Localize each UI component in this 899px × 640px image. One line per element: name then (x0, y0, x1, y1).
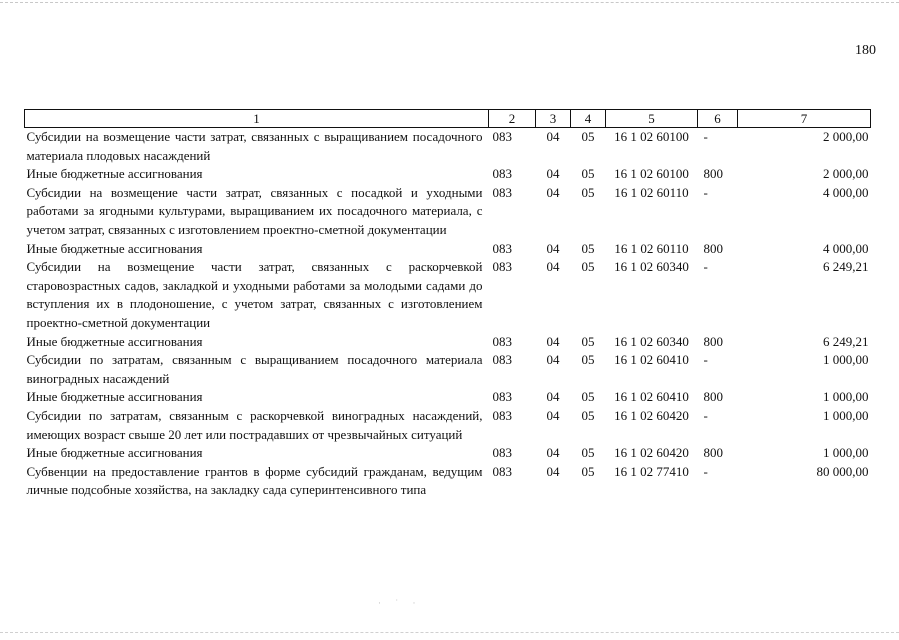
expense-type-code: 800 (703, 240, 723, 256)
subsection-code: 05 (581, 389, 595, 405)
target-article-code: 16 1 02 60110 (614, 184, 689, 200)
section-code: 04 (546, 333, 560, 349)
admin-code: 083 (492, 389, 512, 405)
admin-code: 083 (492, 240, 512, 256)
target-article-code: 16 1 02 60100 (614, 129, 689, 144)
amount: 1 000,00 (823, 407, 869, 423)
table-row (25, 333, 871, 352)
column-header: 3 (536, 110, 571, 128)
amount: 2 000,00 (823, 166, 869, 182)
table-row (25, 444, 871, 463)
column-header: 7 (738, 110, 871, 128)
expense-name: Субсидии на возмещение части затрат, связанных с раскорчевкой старовозрастных садов, закладкой и уходными работами за молодыми садами до вступления их в плодоношение, с учетом затрат, связанных с изготовлением проектно-сметной документации (26, 259, 483, 330)
amount: 6 249,21 (823, 333, 869, 349)
column-header: 1 (25, 110, 489, 128)
section-code: 04 (546, 166, 560, 182)
subsection-code: 05 (581, 407, 595, 423)
subsection-code: 05 (581, 129, 595, 144)
column-header: 5 (606, 110, 698, 128)
target-article-code: 16 1 02 60410 (614, 352, 689, 368)
table-row (25, 165, 871, 184)
target-article-code: 16 1 02 60420 (614, 407, 689, 423)
expense-name: Субсидии по затратам, связанным с выращиванием посадочного материала виноградных насаждений (26, 352, 483, 386)
subsection-code: 05 (581, 240, 595, 256)
expense-name: Субсидии на возмещение части затрат, связанных с выращиванием посадочного материала плодовых насаждений (26, 129, 483, 163)
expense-type-code: 800 (703, 445, 723, 461)
admin-code: 083 (492, 333, 512, 349)
column-header: 4 (571, 110, 606, 128)
amount: 1 000,00 (823, 352, 869, 368)
expense-name: Субсидии на возмещение части затрат, связанных с посадкой и уходными работами за ягодными культурами, выращиванием их посадочного материала, с учетом затрат, связанных с изготовлением проектно-сметной документации (26, 184, 483, 237)
expense-name: Иные бюджетные ассигнования (26, 333, 203, 349)
expense-name: Иные бюджетные ассигнования (26, 166, 203, 182)
section-code: 04 (546, 407, 560, 423)
section-code: 04 (546, 129, 560, 144)
subsection-code: 05 (581, 333, 595, 349)
expense-type-code: 800 (703, 389, 723, 405)
target-article-code: 16 1 02 77410 (614, 463, 689, 479)
expense-name: Иные бюджетные ассигнования (26, 240, 203, 256)
expense-type-code: - (703, 463, 708, 479)
section-code: 04 (546, 463, 560, 479)
admin-code: 083 (492, 184, 512, 200)
subsection-code: 05 (581, 352, 595, 368)
admin-code: 083 (492, 352, 512, 368)
admin-code: 083 (492, 259, 512, 275)
amount: 2 000,00 (823, 129, 869, 144)
page-number: 180 (855, 43, 876, 58)
column-header: 2 (489, 110, 536, 128)
target-article-code: 16 1 02 60100 (614, 166, 689, 182)
amount: 4 000,00 (823, 184, 869, 200)
subsection-code: 05 (581, 463, 595, 479)
admin-code: 083 (492, 463, 512, 479)
target-article-code: 16 1 02 60410 (614, 389, 689, 405)
scan-edge-top (0, 2, 899, 3)
amount: 4 000,00 (823, 240, 869, 256)
table-header-row (25, 110, 871, 128)
table-row (25, 184, 871, 240)
expense-type-code: 800 (703, 166, 723, 182)
target-article-code: 16 1 02 60420 (614, 445, 689, 461)
column-header: 6 (698, 110, 738, 128)
table-row (25, 388, 871, 407)
amount: 6 249,21 (823, 259, 869, 275)
scan-edge-bottom (0, 632, 899, 633)
table-row (25, 463, 871, 500)
target-article-code: 16 1 02 60340 (614, 333, 689, 349)
table-row (25, 407, 871, 444)
section-code: 04 (546, 445, 560, 461)
budget-table (24, 109, 871, 500)
expense-type-code: 800 (703, 333, 723, 349)
amount: 1 000,00 (823, 389, 869, 405)
expense-type-code: - (703, 129, 708, 144)
subsection-code: 05 (581, 184, 595, 200)
target-article-code: 16 1 02 60340 (614, 259, 689, 275)
expense-type-code: - (703, 184, 708, 200)
admin-code: 083 (492, 166, 512, 182)
expense-name: Иные бюджетные ассигнования (26, 445, 203, 461)
subsection-code: 05 (581, 166, 595, 182)
admin-code: 083 (492, 129, 512, 144)
section-code: 04 (546, 352, 560, 368)
expense-name: Субвенции на предоставление грантов в форме субсидий гражданам, ведущим личные подсобные хозяйства, на закладку сада суперинтенсивного типа (26, 463, 483, 498)
table-row (25, 258, 871, 332)
expense-type-code: - (703, 259, 708, 275)
scan-artifact: · ˙ · (378, 598, 422, 608)
section-code: 04 (546, 184, 560, 200)
expense-name: Субсидии по затратам, связанным с раскорчевкой виноградных насаждений, имеющих возраст свыше 20 лет или пострадавших от чрезвычайных ситуаций (26, 407, 483, 442)
table-row (25, 351, 871, 388)
section-code: 04 (546, 240, 560, 256)
amount: 80 000,00 (816, 463, 869, 479)
section-code: 04 (546, 259, 560, 275)
subsection-code: 05 (581, 445, 595, 461)
table-row (25, 240, 871, 259)
section-code: 04 (546, 389, 560, 405)
expense-type-code: - (703, 407, 708, 423)
amount: 1 000,00 (823, 445, 869, 461)
table-row (25, 128, 871, 166)
admin-code: 083 (492, 407, 512, 423)
expense-name: Иные бюджетные ассигнования (26, 389, 203, 405)
target-article-code: 16 1 02 60110 (614, 240, 689, 256)
subsection-code: 05 (581, 259, 595, 275)
admin-code: 083 (492, 445, 512, 461)
expense-type-code: - (703, 352, 708, 368)
